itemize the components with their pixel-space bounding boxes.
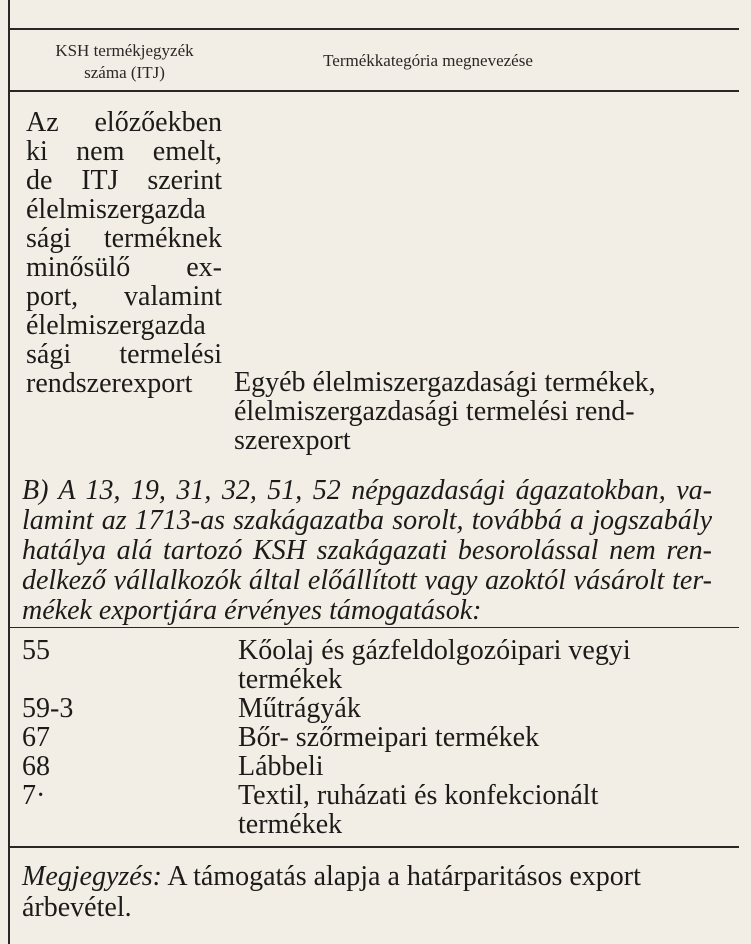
first-row-code-line: sági termelési	[26, 339, 222, 370]
row-code: 59-3	[22, 693, 74, 724]
left-margin-rule	[8, 0, 10, 944]
section-b-line: delkező vállalkozók által előállított vagy azoktól vásárolt ter-	[22, 565, 712, 596]
row-name	[238, 636, 708, 694]
first-row-code-line: sági terméknek	[26, 223, 222, 254]
first-row-code-cell	[26, 108, 222, 398]
row-name-line: termékek	[238, 664, 343, 695]
first-row-category-line: Egyéb élelmiszergazdasági termékek,	[234, 367, 656, 398]
row-code: 55	[22, 635, 50, 666]
row-name-line: Textil, ruházati és konfekcionált	[238, 780, 599, 811]
first-row-code-line: de ITJ szerint	[26, 165, 222, 196]
row-name	[238, 723, 708, 752]
row-code: 67	[22, 722, 50, 753]
first-row-category-line: élelmiszergazdasági termelési rend-	[234, 396, 635, 427]
header-col-code	[22, 40, 227, 84]
header-col-code-line2: száma (ITJ)	[84, 63, 165, 82]
section-rule	[10, 627, 739, 628]
row-name-line: termékek	[238, 809, 343, 840]
footnote	[22, 861, 712, 923]
row-name-line: Műtrágyák	[238, 693, 361, 724]
row-name	[238, 781, 708, 839]
footnote-text: A támogatás alapja a határparitásos export	[167, 861, 641, 892]
section-b-line: mékek exportjára érvényes támogatások:	[22, 595, 482, 626]
first-row-code-line: Az előzőekben	[26, 107, 222, 138]
footnote-line: árbevétel.	[22, 892, 132, 923]
first-row-code-line: port, valamint	[26, 281, 222, 312]
section-b-line: B) A 13, 19, 31, 32, 51, 52 népgazdasági ágazatokban, va-	[22, 475, 712, 506]
row-code: 68	[22, 751, 50, 782]
first-row-code-line: rendszerexport	[26, 368, 193, 399]
first-row-category-line: szerexport	[234, 425, 351, 456]
row-name	[238, 694, 708, 723]
first-row-code-line: élelmiszergazda	[26, 310, 206, 341]
header-col-category: Termékkategória megnevezése	[323, 51, 533, 70]
first-row-code-line: minősülő ex-	[26, 252, 222, 283]
section-b-heading	[22, 476, 712, 626]
row-name-line: Lábbeli	[238, 751, 324, 782]
row-code: 7·	[22, 780, 46, 811]
footnote-line	[22, 861, 712, 892]
row-name-line: Kőolaj és gázfeldolgozóipari vegyi	[238, 635, 631, 666]
table-top-rule	[10, 28, 739, 30]
first-row-category-cell	[234, 368, 664, 455]
footnote-label: Megjegyzés:	[22, 861, 162, 892]
first-row-code-line: élelmiszergazda	[26, 194, 206, 225]
row-name	[238, 752, 708, 781]
header-bottom-rule	[10, 90, 739, 92]
section-b-line: lamint az 1713-as szakágazatba sorolt, továbbá a jogszabály	[22, 505, 712, 536]
section-b-line: hatálya alá tartozó KSH szakágazati besorolással nem ren-	[22, 535, 712, 566]
row-name-line: Bőr- szőrmeipari termékek	[238, 722, 540, 753]
table-bottom-rule	[10, 846, 739, 848]
first-row-code-line: ki nem emelt,	[26, 136, 222, 167]
header-col-code-line1: KSH termékjegyzék	[55, 41, 194, 60]
